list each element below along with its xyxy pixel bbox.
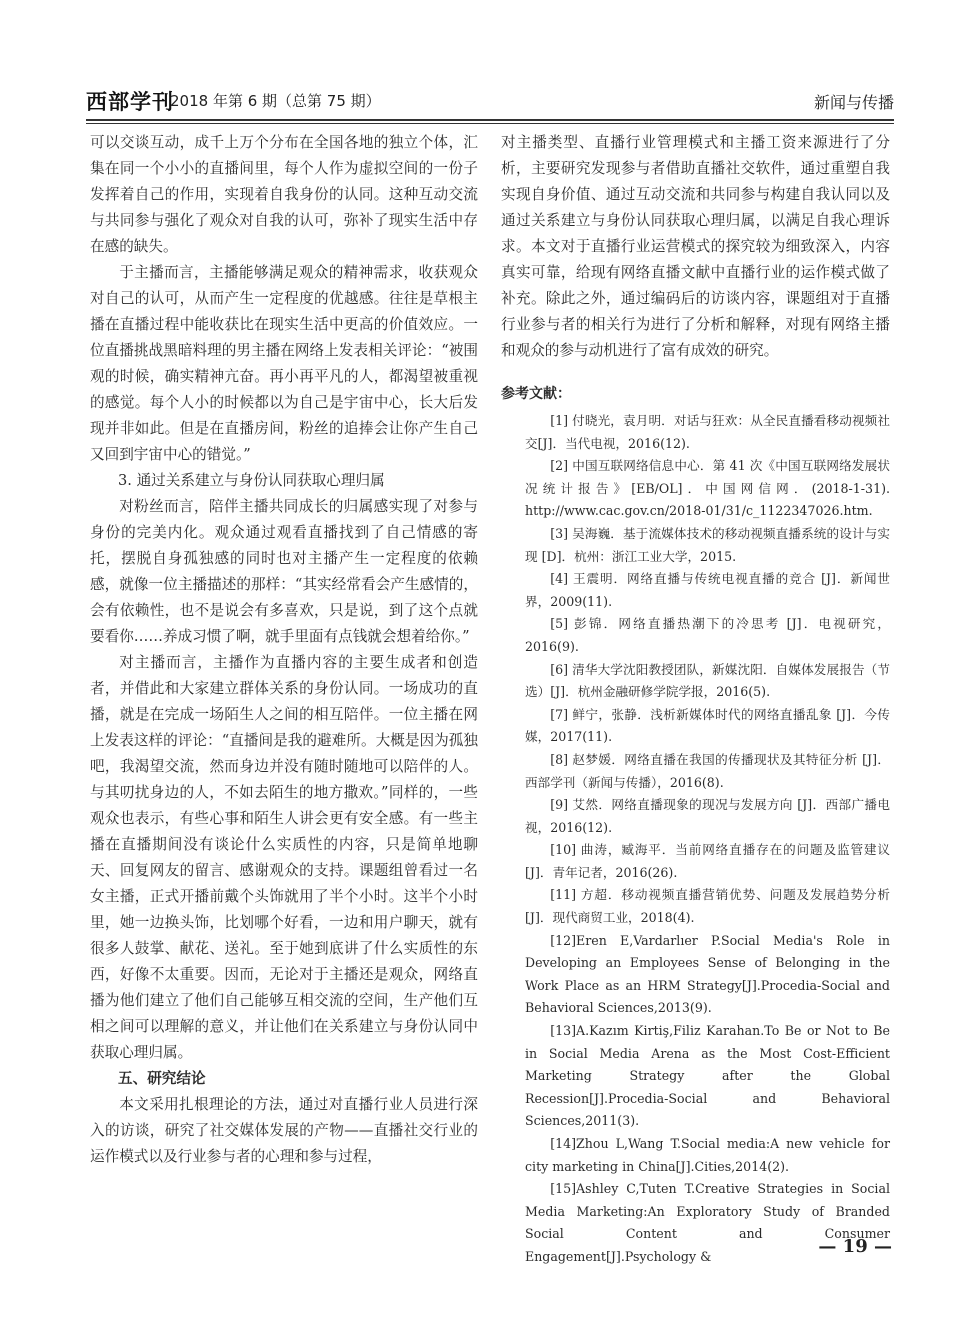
reference-item: [7] 鲜宁，张静．浅析新媒体时代的网络直播乱象 [J]．今传媒，2017(11). xyxy=(525,706,890,745)
paragraph: 于主播而言，主播能够满足观众的精神需求，收获观众对自己的认可，从而产生一定程度的优越感。往往是草根主播在直播过程中能收获比在现实生活中更高的价值效应。一位直播挑战黑暗料理的男主播在网络上发表相关评论：“被围观的时候，确实精神亢奋。再小再平凡的人，都渴望被重视的感觉。每个人小的时候都以为自己是宇宙中心，长大后发现并非如此。但是在直播房间，粉丝的追捧会让你产生自己又回到宇宙中心的错觉。” xyxy=(90,264,478,463)
reference-item: [2] 中国互联网络信息中心．第 41 次《中国互联网络发展状况统计报告》[EB/OL]．中国网信网．(2018-1-31). http://www.cac.gov.cn/2018-01/31/c_1122347026.htm. xyxy=(525,458,890,519)
paragraph: 对粉丝而言，陪伴主播共同成长的归属感实现了对参与身份的完美内化。观众通过观看直播找到了自己情感的寄托，摆脱自身孤独感的同时也对主播产生一定程度的依赖感，就像一位主播描述的那样：“其实经常看会产生感情的，会有依赖性，也不是说会有多喜欢，只是说，到了这个点就要看你……养成习惯了啊，就手里面有点钱就会想着给你。” xyxy=(90,498,478,645)
references-heading: 参考文献： xyxy=(501,386,571,402)
reference-item: [5] 彭锦．网络直播热潮下的冷思考 [J]．电视研究，2016(9). xyxy=(525,616,890,654)
left-column xyxy=(90,130,478,1170)
reference-item: [1] 付晓光，袁月明．对话与狂欢：从全民直播看移动视频社交[J]．当代电视，2016(12). xyxy=(525,413,890,451)
header-rule-thick xyxy=(86,119,894,121)
reference-item: [6] 清华大学沈阳教授团队，新媒沈阳．自媒体发展报告（节选）[J]．杭州金融研修学院学报，2016(5). xyxy=(525,661,890,700)
paragraph: 对主播而言，主播作为直播内容的主要生成者和创造者，并借此和大家建立群体关系的身份认同。一场成功的直播，就是在完成一场陌生人之间的相互陪伴。一位主播在网上发表这样的评论：“直播间是我的避难所。大概是因为孤独吧，我渴望交流，然而身边并没有随时随地可以陪伴的人。与其叨扰身边的人，不如去陌生的地方撒欢。”同样的，一些观众也表示，有些心事和陌生人讲会更有安全感。有一些主播在直播期间没有谈论什么实质性的内容，只是简单地聊天、回复网友的留言、感谢观众的支持。课题组曾看过一名女主播，正式开播前戴个头饰就用了半个小时。这半个小时里，她一边换头饰，比划哪个好看，一边和用户聊天，就有很多人鼓掌、献花、送礼。至于她到底讲了什么实质性的东西，好像不太重要。因而，无论对于主播还是观众，网络直播为他们建立了他们自己能够互相交流的空间，生产他们互相之间可以理解的意义，并让他们在关系建立与身份认同中获取心理归属。 xyxy=(90,654,478,1061)
reference-item: [13]A.Kazım Kirtiş,Filiz Karahan.To Be or Not to Be in Social Media Arena as the Most Cost-Efficient Marketing Strategy after the Global Recession[J].Procedia-Social and Behavioral Sciences,2011(3). xyxy=(525,1023,890,1129)
journal-logo: 西部学刊 xyxy=(86,89,174,114)
section-name: 新闻与传播 xyxy=(813,93,894,112)
right-column xyxy=(501,130,890,1269)
paragraph: 对主播类型、直播行业管理模式和主播工资来源进行了分析，主要研究发现参与者借助直播社交软件，通过重塑自我实现自身价值、通过互动交流和共同参与构建自我认同以及通过关系建立与身份认同获取心理归属，以满足自我心理诉求。本文对于直播行业运营模式的探究较为细致深入，内容真实可靠，给现有网络直播文献中直播行业的运作模式做了补充。除此之外，通过编码后的访谈内容，课题组对于直播行业参与者的相关行为进行了分析和解释，对现有网络主播和观众的参与动机进行了富有成效的研究。 xyxy=(501,134,890,359)
issue-info: 2018 年第 6 期（总第 75 期） xyxy=(170,92,381,110)
page-number: — 19 — xyxy=(818,1236,892,1257)
reference-item: [8] 赵梦媛．网络直播在我国的传播现状及其特征分析 [J]．西部学刊（新闻与传播），2016(8). xyxy=(525,751,890,790)
header-rule-thin xyxy=(86,123,894,124)
reference-item: [9] 艾然．网络直播现象的现况与发展方向 [J]．西部广播电视，2016(12). xyxy=(525,797,890,835)
reference-item: [3] 吴海巍．基于流媒体技术的移动视频直播系统的设计与实现 [D]．杭州：浙江工业大学，2015. xyxy=(525,525,890,564)
references-list xyxy=(501,410,890,1269)
reference-item: [10] 曲涛，臧海平．当前网络直播存在的问题及监管建议 [J]．青年记者，2016(26). xyxy=(525,842,890,880)
paragraph: 可以交谈互动，成千上万个分布在全国各地的独立个体，汇集在同一个小小的直播间里，每个人作为虚拟空间的一份子发挥着自己的作用，实现着自我身份的认同。这种互动交流与共同参与强化了观众对自我的认可，弥补了现实生活中存在感的缺失。 xyxy=(90,134,478,255)
running-header xyxy=(86,78,894,118)
reference-item: [4] 王震明．网络直播与传统电视直播的竞合 [J]．新闻世界，2009(11). xyxy=(525,571,890,609)
paragraph: 本文采用扎根理论的方法，通过对直播行业人员进行深入的访谈，研究了社交媒体发展的产物——直播社交行业的运作模式以及行业参与者的心理和参与过程， xyxy=(90,1096,478,1165)
reference-item: [15]Ashley C,Tuten T.Creative Strategies in Social Media Marketing:An Exploratory Study of Branded Social Content and Consumer Engagement[J].Psychology & xyxy=(525,1181,890,1264)
reference-item: [11] 方超．移动视频直播营销优势、问题及发展趋势分析 [J]．现代商贸工业，2018(4). xyxy=(525,887,890,926)
reference-item: [14]Zhou L,Wang T.Social media:A new vehicle for city marketing in China[J].Cities,2014(2). xyxy=(525,1136,890,1174)
subsection-heading: 3. 通过关系建立与身份认同获取心理归属 xyxy=(118,472,385,489)
reference-item: [12]Eren E,Vardarlıer P.Social Media's Role in Developing an Employees Sense of Belonging in the Work Place as an HRM Strategy[J].Procedia-Social and Behavioral Sciences,2013(9). xyxy=(525,932,890,1016)
section-heading: 五、研究结论 xyxy=(118,1070,206,1087)
